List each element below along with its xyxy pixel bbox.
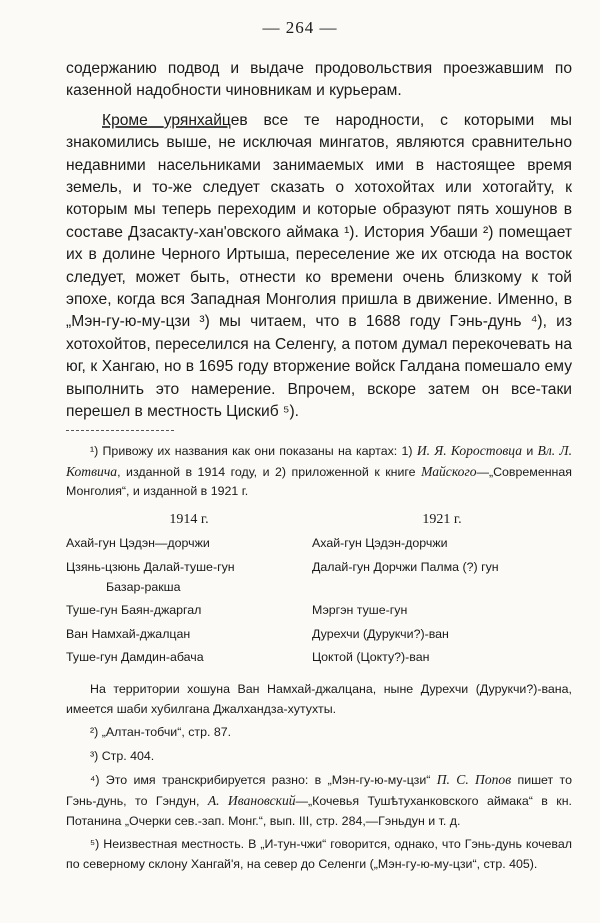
author-name: И. Я. Коростовца [416,443,523,458]
table-cell: Дурехчи (Дурукчи?)-ван [312,626,449,641]
page-number: — 264 — [262,18,338,37]
table-cell: Цоктой (Цокту?)-ван [312,650,430,665]
table-cell: Ван Намхай-джалцан [66,626,191,641]
table-cell: Туше-гун Баян-джаргал [66,603,202,618]
table-cell: Мэргэн туше-гун [312,603,408,618]
table-header: 1914 г. [169,511,209,527]
paragraph-2-text: ев все те народности, с которыми мы знакомились выше, не исключая мингатов, являются сравнительно недавними насельниками занимаемых ими в настоящее время земель, и то-же следует сказать о хотохойтах или хотогайту, к которым мы теперь переходим и которые образуют пять хошунов в составе Дзасакту-хан'овского аймака ¹). История Убаши ²) помещает их в долине Черного Иртыша, переселение же их отсюда на восток следует, может быть, отнести ко времени очень близкому к той эпохе, когда вся Западная Монголия пришла в движение. Именно, в „Мэн-гу-ю-му-цзи ³) мы читаем, что в 1688 году Гэнь-дунь ⁴), из хотохойтов, переселился на Селенгу, а потом думал перекочевать на юг, к Хангаю, но в 1695 году вторжение войск Галдана помешало ему выполнить это намерение. Впрочем, вскоре затем он все-таки перешел в местность Цискиб ⁵). [66,111,573,421]
underlined-word: Кроме [102,111,164,129]
hoshun-table [66,510,572,670]
table-header: 1921 г. [422,511,462,527]
table-cell: Ахай-гун Цэдэн—дорчжи [66,536,210,551]
author-name: П. С. Попов [436,772,512,788]
struck-word: урянхайц [163,111,231,129]
author-name: А. Ивановский [207,792,296,808]
author-name: Вл. Л. Котвича [66,443,572,479]
table-cell: Ахай-гун Цэдэн-дорчжи [312,536,448,551]
main-text [66,58,572,424]
footnote-1-continued: На территории хошуна Ван Намхай-джалцана, ныне Дурехчи (Дурукчи?)-вана, имеется шаби хубилгана Джалхандза-хутухты. [66,681,572,716]
table-cell: Туше-гун Дамдин-абача [66,650,204,665]
footnote-2: ²) „Алтан-тобчи“, стр. 87. [90,725,232,740]
footnote-3: ³) Стр. 404. [90,748,155,763]
footnote-4: ⁴) Это имя транскрибируется разно: в „Мэн-гу-ю-му-цзи“ П. С. Попов пишет то Гэнь-дунь, то Гэндун, А. Ивановский—„Кочевья Тушѣтуханковского аймака“ в кн. Потанина „Очерки сев.-зап. Монг.“, вып. III, стр. 284,—Гэньдун и т. д. [66,772,572,828]
footnote-divider [66,430,174,431]
footnote-5: ⁵) Неизвестная местность. В „И-тун-чжи“ говорится, однако, что Гэнь-дунь кочевал по северному склону Хангай'я, на север до Селенги („Мэн-гу-ю-му-цзи“, стр. 405). [66,837,572,871]
table-cell: Далай-гун Дорчжи Палма (?) гун [312,559,499,574]
paragraph-1: содержанию подвод и выдаче продовольствия проезжавшим по казенной надобности чиновникам и курьерам. [66,60,572,100]
table-cell: Цзянь-цзюнь Далай-туше-гун Базар-ракша [66,559,235,594]
footnote-1: ¹) Привожу их названия как они показаны на картах: 1) И. Я. Коростовца и Вл. Л. Котвича, изданной в 1914 году, и 2) приложенной к книге Майского—„Современная Монголия“, и изданной в 1921 г. [66,443,572,499]
footnotes [66,441,572,878]
paragraph-2 [66,110,572,424]
author-name: Майского [421,463,477,479]
